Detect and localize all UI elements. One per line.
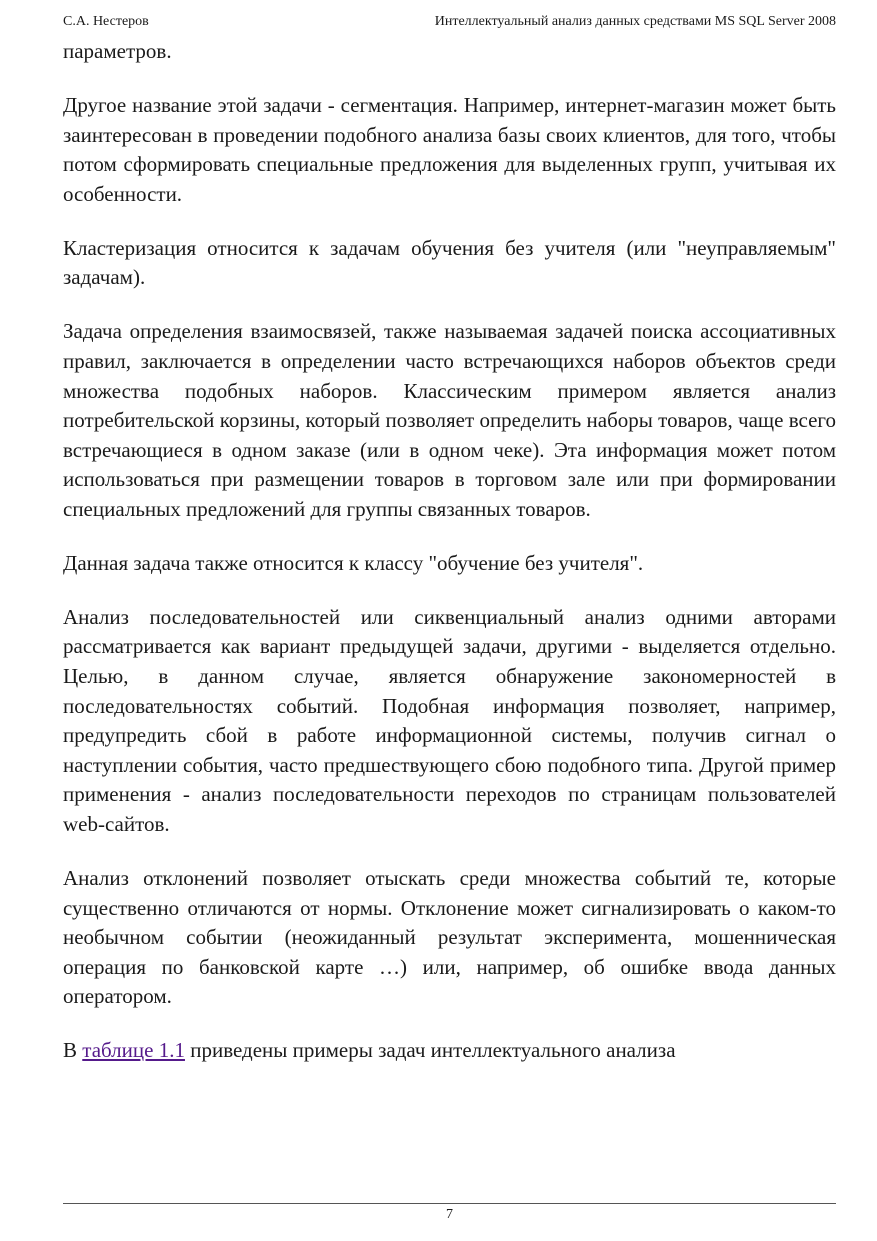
table-ref-prefix: В (63, 1038, 83, 1063)
paragraph-table-reference (63, 1036, 836, 1066)
page-number: 7 (446, 1207, 453, 1222)
paragraph-segmentation: Другое название этой задачи - сегментация. Например, интернет-магазин может быть заинтересован в проведении подобного анализа базы своих клиентов, для того, чтобы потом сформировать специальные предложения для выделенных групп, учитывая их особенности. (63, 92, 836, 206)
paragraph-unsupervised: Данная задача также относится к классу "обучение без учителя". (63, 550, 644, 575)
paragraph-continuation: параметров. (63, 39, 172, 63)
paragraph-association: Задача определения взаимосвязей, также называемая задачей поиска ассоциативных правил, заключается в определении часто встречающихся наборов объектов среди множества подобных наборов. Классическим примером является анализ потребительской корзины, который позволяет определить наборы товаров, чаще всего встречающиеся в одном заказе (или в одном чеке). Эта информация может потом использоваться при размещении товаров в торговом зале или при формировании специальных предложений для группы связанных товаров. (63, 319, 836, 521)
page-header (63, 14, 836, 34)
paragraph-deviation-analysis: Анализ отклонений позволяет отыскать среди множества событий те, которые существенно отличаются от нормы. Отклонение может сигнализировать о каком-то необычном событии (неожиданный результат эксперимента, мошенническая операция по банковской карте …) или, например, об ошибке ввода данных оператором. (63, 866, 836, 1009)
table-1-1-link[interactable]: таблице 1.1 (82, 1038, 185, 1063)
table-ref-suffix: приведены примеры задач интеллектуального анализа (184, 1038, 676, 1063)
document-body (63, 37, 836, 1090)
paragraph-sequence-analysis: Анализ последовательностей или сиквенциальный анализ одними авторами рассматривается как вариант предыдущей задачи, другими - выделяется отдельно. Целью, в данном случае, является обнаружение закономерностей в последовательностях событий. Подобная информация позволяет, например, предупредить сбой в работе информационной системы, получив сигнал о наступлении события, часто предшествующего сбою подобного типа. Другой пример применения - анализ последовательности переходов по страницам пользователей web-сайтов. (63, 604, 836, 837)
header-author: С.А. Нестеров (63, 14, 149, 29)
header-title: Интеллектуальный анализ данных средствами MS SQL Server 2008 (434, 14, 836, 29)
footer-divider (63, 1203, 836, 1204)
paragraph-clustering: Кластеризация относится к задачам обучения без учителя (или "неуправляемым" задачам). (63, 235, 836, 290)
